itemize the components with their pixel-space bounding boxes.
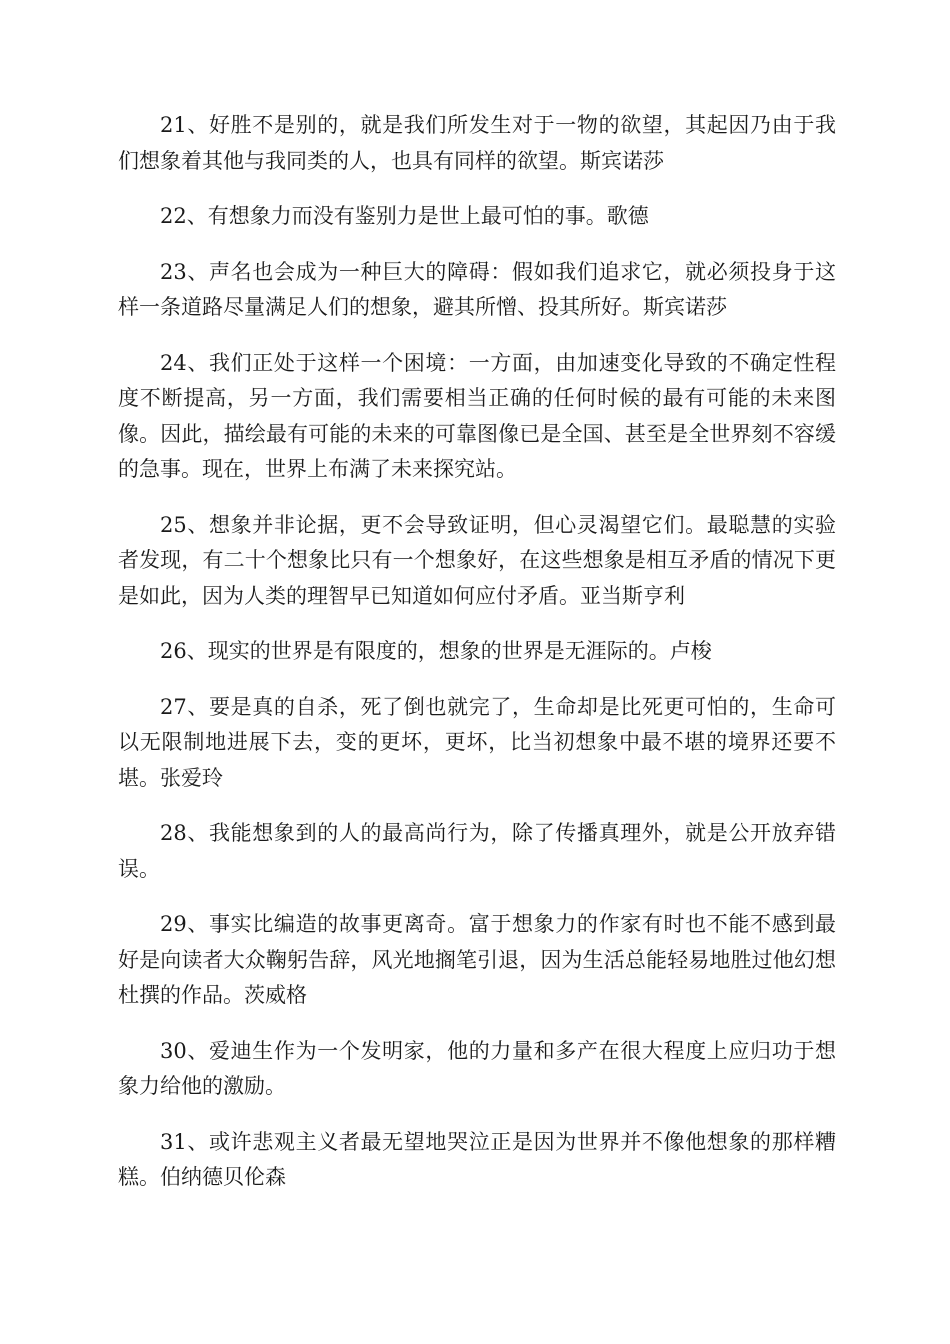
quote-paragraph: 21、好胜不是别的，就是我们所发生对于一物的欲望，其起因乃由于我们想象着其他与我同类的人，也具有同样的欲望。斯宾诺莎 [118,113,836,173]
quote-paragraph: 26、现实的世界是有限度的，想象的世界是无涯际的。卢梭 [160,639,712,663]
quote-paragraph: 31、或许悲观主义者最无望地哭泣正是因为世界并不像他想象的那样糟糕。伯纳德贝伦森 [118,1129,836,1189]
quote-paragraph: 22、有想象力而没有鉴别力是世上最可怕的事。歌德 [160,204,649,228]
quote-paragraph: 28、我能想象到的人的最高尚行为，除了传播真理外，就是公开放弃错误。 [118,821,836,881]
quote-paragraph: 24、我们正处于这样一个困境：一方面，由加速变化导致的不确定性程度不断提高，另一方面，我们需要相当正确的任何时候的最有可能的未来图像。因此，描绘最有可能的未来的可靠图像已是全国、甚至是全世界刻不容缓的急事。现在，世界上布满了未来探究站。 [118,350,836,481]
document-body [118,108,836,1216]
quote-paragraph: 23、声名也会成为一种巨大的障碍：假如我们追求它，就必须投身于这样一条道路尽量满足人们的想象，避其所憎、投其所好。斯宾诺莎 [118,259,836,319]
quote-paragraph: 27、要是真的自杀，死了倒也就完了，生命却是比死更可怕的，生命可以无限制地进展下去，变的更坏，更坏，比当初想象中最不堪的境界还要不堪。张爱玲 [118,694,836,790]
quote-paragraph: 29、事实比编造的故事更离奇。富于想象力的作家有时也不能不感到最好是向读者大众鞠躬告辞，风光地搁笔引退，因为生活总能轻易地胜过他幻想杜撰的作品。茨威格 [118,912,836,1007]
quote-paragraph: 25、想象并非论据，更不会导致证明，但心灵渴望它们。最聪慧的实验者发现，有二十个想象比只有一个想象好，在这些想象是相互矛盾的情况下更是如此，因为人类的理智早已知道如何应付矛盾。亚当斯亨利 [118,512,836,608]
quote-paragraph: 30、爱迪生作为一个发明家，他的力量和多产在很大程度上应归功于想象力给他的激励。 [118,1038,836,1098]
